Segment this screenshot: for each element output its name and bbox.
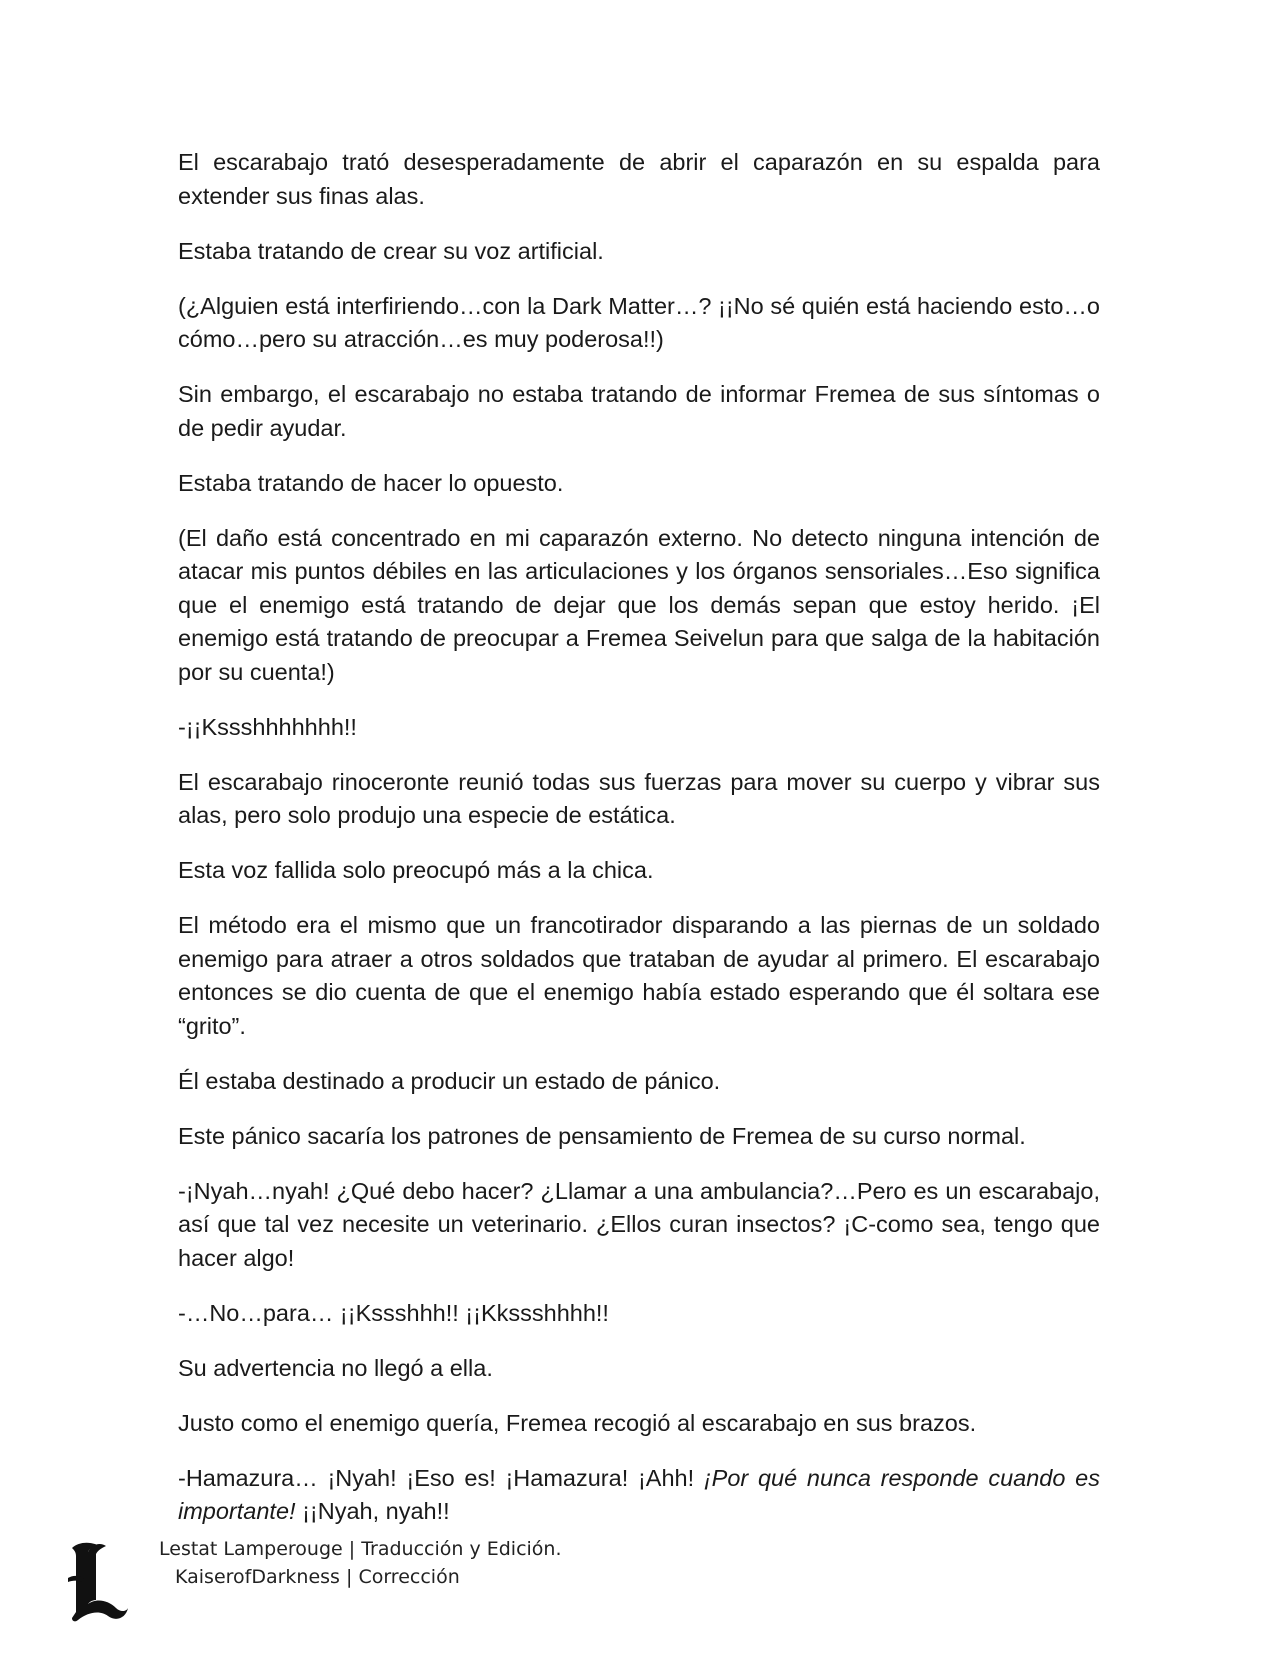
- paragraph: El escarabajo rinoceronte reunió todas sus fuerzas para mover su cuerpo y vibrar sus alas, pero solo produjo una especie de estática.: [178, 768, 1100, 828]
- paragraph: -¡¡Kssshhhhhhh!!: [178, 713, 357, 740]
- paragraph: -…No…para… ¡¡Kssshhh!! ¡¡Kkssshhhh!!: [178, 1299, 609, 1326]
- final-paragraph-italic: ¡Por qué nunca responde cuando es importante!: [178, 1464, 1100, 1524]
- final-paragraph: [178, 1462, 1100, 1529]
- paragraph: Su advertencia no llegó a ella.: [178, 1354, 493, 1381]
- paragraph: Sin embargo, el escarabajo no estaba tratando de informar Fremea de sus síntomas o de pedir ayudar.: [178, 381, 1100, 441]
- paragraph: El método era el mismo que un francotirador disparando a las piernas de un soldado enemigo para atraer a otros soldados que trataban de ayudar al primero. El escarabajo entonces se dio cuenta de que el enemigo había estado esperando que él soltara ese “grito”.: [178, 912, 1100, 1039]
- credit-correction: KaiserofDarkness | Corrección: [175, 1566, 460, 1588]
- paragraph: Él estaba destinado a producir un estado de pánico.: [178, 1067, 721, 1094]
- paragraph: Estaba tratando de crear su voz artificial.: [178, 237, 604, 264]
- page-footer: [66, 1538, 666, 1638]
- paragraph: (¿Alguien está interfiriendo…con la Dark Matter…? ¡¡No sé quién está haciendo esto…o cómo…pero su atracción…es muy poderosa!!): [178, 292, 1100, 352]
- paragraph: Estaba tratando de hacer lo opuesto.: [178, 469, 564, 496]
- final-paragraph-part1: -Hamazura… ¡Nyah! ¡Eso es! ¡Hamazura! ¡Ahh!: [178, 1464, 704, 1491]
- paragraph: -¡Nyah…nyah! ¿Qué debo hacer? ¿Llamar a una ambulancia?…Pero es un escarabajo, así que tal vez necesite un veterinario. ¿Ellos curan insectos? ¡C-como sea, tengo que hacer algo!: [178, 1177, 1100, 1271]
- paragraph: El escarabajo trató desesperadamente de abrir el caparazón en su espalda para extender sus finas alas.: [178, 149, 1100, 209]
- credit-translation: Lestat Lamperouge | Traducción y Edición.: [159, 1538, 562, 1560]
- final-paragraph-part2: ¡¡Nyah, nyah!!: [295, 1498, 450, 1524]
- paragraph: Esta voz fallida solo preocupó más a la chica.: [178, 857, 654, 883]
- gothic-letter-l-logo-icon: [66, 1538, 130, 1624]
- document-body: [178, 146, 1100, 1550]
- paragraph: Este pánico sacaría los patrones de pensamiento de Fremea de su curso normal.: [178, 1122, 1026, 1149]
- paragraph: (El daño está concentrado en mi caparazón externo. No detecto ninguna intención de atacar mis puntos débiles en las articulaciones y los órganos sensoriales…Eso significa que el enemigo está tratando de dejar que los demás sepan que estoy herido. ¡El enemigo está tratando de preocupar a Fremea Seivelun para que salga de la habitación por su cuenta!): [178, 524, 1100, 685]
- paragraph: Justo como el enemigo quería, Fremea recogió al escarabajo en sus brazos.: [178, 1409, 977, 1436]
